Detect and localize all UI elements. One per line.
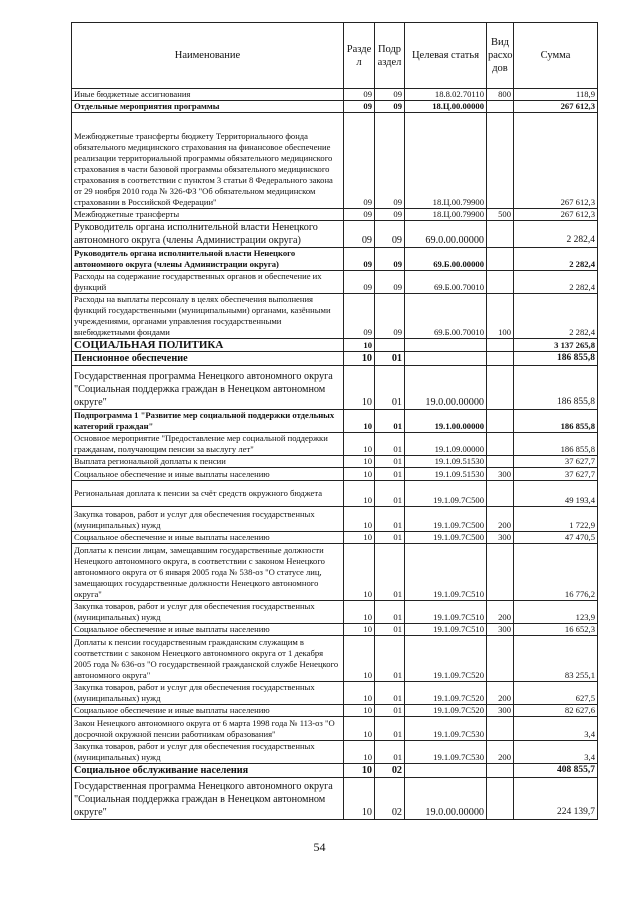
row-subsection: 01 — [375, 481, 405, 507]
table-row — [72, 113, 598, 209]
row-sum: 186 855,8 — [514, 410, 598, 433]
row-sum: 224 139,7 — [514, 778, 598, 820]
row-section: 10 — [344, 352, 375, 366]
row-target — [405, 352, 487, 366]
row-target: 19.1.09.7С510 — [405, 544, 487, 601]
row-name: Расходы на содержание государственных органов и обеспечение их функций — [72, 271, 344, 294]
row-sum: 2 282,4 — [514, 248, 598, 271]
row-name: Закупка товаров, работ и услуг для обеспечения государственных (муниципальных) нужд — [72, 682, 344, 705]
row-target: 19.1.09.7С510 — [405, 601, 487, 624]
row-section: 09 — [344, 89, 375, 101]
row-target: 19.1.09.7С530 — [405, 741, 487, 764]
row-sum: 3,4 — [514, 717, 598, 741]
col-header-name: Наименование — [72, 23, 344, 89]
table-row — [72, 778, 598, 820]
row-name: Основное мероприятие "Предоставление мер социальной поддержки гражданам, получающим пенсии за выслугу лет" — [72, 433, 344, 456]
row-exp-type: 200 — [487, 507, 514, 532]
col-header-exp-type: Вид расхо дов — [487, 23, 514, 89]
budget-table — [71, 22, 598, 820]
table-row — [72, 101, 598, 113]
row-section: 10 — [344, 636, 375, 682]
table-row — [72, 410, 598, 433]
row-exp-type — [487, 113, 514, 209]
row-section: 10 — [344, 741, 375, 764]
row-section: 10 — [344, 682, 375, 705]
row-sum: 83 255,1 — [514, 636, 598, 682]
row-target: 19.1.09.7С520 — [405, 682, 487, 705]
row-subsection: 01 — [375, 624, 405, 636]
row-target: 69.Б.00.70010 — [405, 294, 487, 339]
table-row — [72, 221, 598, 248]
row-subsection: 09 — [375, 271, 405, 294]
table-row — [72, 507, 598, 532]
row-exp-type: 100 — [487, 294, 514, 339]
row-name: Социальное обеспечение и иные выплаты населению — [72, 705, 344, 717]
row-target: 19.1.09.7С500 — [405, 507, 487, 532]
row-exp-type — [487, 410, 514, 433]
row-exp-type: 300 — [487, 468, 514, 481]
row-exp-type — [487, 636, 514, 682]
table-header — [72, 23, 598, 89]
row-subsection: 09 — [375, 101, 405, 113]
row-name: Иные бюджетные ассигнования — [72, 89, 344, 101]
table-row — [72, 705, 598, 717]
row-sum: 47 470,5 — [514, 532, 598, 544]
row-target: 19.1.09.7С500 — [405, 532, 487, 544]
row-subsection: 01 — [375, 601, 405, 624]
row-exp-type — [487, 248, 514, 271]
row-name: Руководитель органа исполнительной власти Ненецкого автономного округа (члены Администрации округа) — [72, 221, 344, 248]
row-section: 10 — [344, 366, 375, 410]
row-name: Социальное обслуживание населения — [72, 764, 344, 778]
row-name: Пенсионное обеспечение — [72, 352, 344, 366]
row-sum: 186 855,8 — [514, 433, 598, 456]
row-section: 10 — [344, 778, 375, 820]
row-name: Закупка товаров, работ и услуг для обеспечения государственных (муниципальных) нужд — [72, 601, 344, 624]
row-name: Социальное обеспечение и иные выплаты населению — [72, 532, 344, 544]
row-target: 69.Б.00.70010 — [405, 271, 487, 294]
row-exp-type — [487, 221, 514, 248]
row-subsection: 01 — [375, 366, 405, 410]
page-number: 54 — [313, 840, 326, 854]
row-name: Межбюджетные трансферты бюджету Территориального фонда обязательного медицинского страхования на финансовое обеспечение реализации территориальной программы обязательного медицинского страхования в части базовой программы обязательного медицинского страхования в соответствии с пунктом 3 статьи 8 Федерального закона от 29 ноября 2010 года № 326-ФЗ "Об обязательном медицинском страховании в Российской Федерации" — [72, 113, 344, 209]
table-row — [72, 532, 598, 544]
row-sum: 186 855,8 — [514, 366, 598, 410]
row-target: 19.1.09.51530 — [405, 468, 487, 481]
row-section: 10 — [344, 624, 375, 636]
row-target: 19.1.09.7С520 — [405, 705, 487, 717]
row-subsection: 01 — [375, 544, 405, 601]
row-name: Региональная доплата к пенсии за счёт средств окружного бюджета — [72, 481, 344, 507]
row-exp-type — [487, 271, 514, 294]
row-subsection: 09 — [375, 209, 405, 221]
row-name: Выплата региональной доплаты к пенсии — [72, 456, 344, 468]
row-target: 19.1.09.00000 — [405, 433, 487, 456]
table-row — [72, 366, 598, 410]
table-row — [72, 271, 598, 294]
row-subsection: 01 — [375, 705, 405, 717]
row-target: 19.1.00.00000 — [405, 410, 487, 433]
row-exp-type — [487, 101, 514, 113]
row-section: 09 — [344, 113, 375, 209]
row-sum: 186 855,8 — [514, 352, 598, 366]
row-target: 19.1.09.7С510 — [405, 624, 487, 636]
row-exp-type: 200 — [487, 601, 514, 624]
row-exp-type — [487, 764, 514, 778]
table-row — [72, 717, 598, 741]
table-row — [72, 456, 598, 468]
row-sum: 267 612,3 — [514, 113, 598, 209]
row-sum: 82 627,6 — [514, 705, 598, 717]
row-target: 19.1.09.7С530 — [405, 717, 487, 741]
row-sum: 2 282,4 — [514, 294, 598, 339]
row-exp-type — [487, 352, 514, 366]
row-sum: 1 722,9 — [514, 507, 598, 532]
row-section: 09 — [344, 248, 375, 271]
row-name: Межбюджетные трансферты — [72, 209, 344, 221]
row-subsection: 01 — [375, 636, 405, 682]
table-row — [72, 601, 598, 624]
col-header-sum: Сумма — [514, 23, 598, 89]
row-section: 10 — [344, 764, 375, 778]
row-exp-type: 300 — [487, 705, 514, 717]
row-target — [405, 339, 487, 352]
row-subsection: 09 — [375, 294, 405, 339]
table-row — [72, 294, 598, 339]
row-name: Закупка товаров, работ и услуг для обеспечения государственных (муниципальных) нужд — [72, 507, 344, 532]
row-section: 10 — [344, 410, 375, 433]
row-exp-type — [487, 544, 514, 601]
row-name: Доплаты к пенсии государственным гражданским служащим в соответствии с законом Ненецкого автономного округа от 1 декабря 2005 года № 636-оз "О государственной гражданской службе Ненецкого автономного округа" — [72, 636, 344, 682]
row-name: Социальное обеспечение и иные выплаты населению — [72, 624, 344, 636]
row-subsection: 02 — [375, 778, 405, 820]
row-sum: 3 137 265,8 — [514, 339, 598, 352]
table-row — [72, 89, 598, 101]
row-section: 09 — [344, 101, 375, 113]
row-sum: 2 282,4 — [514, 271, 598, 294]
row-exp-type: 200 — [487, 682, 514, 705]
row-exp-type — [487, 481, 514, 507]
budget-table-container — [71, 22, 598, 820]
row-target: 19.1.09.7С500 — [405, 481, 487, 507]
row-exp-type: 300 — [487, 532, 514, 544]
table-row — [72, 682, 598, 705]
row-exp-type: 200 — [487, 741, 514, 764]
row-subsection: 09 — [375, 248, 405, 271]
row-section: 10 — [344, 468, 375, 481]
table-row — [72, 339, 598, 352]
row-name: Подпрограмма 1 "Развитие мер социальной поддержки отдельных категорий граждан" — [72, 410, 344, 433]
row-target: 18.8.02.70110 — [405, 89, 487, 101]
row-section: 09 — [344, 294, 375, 339]
row-section: 10 — [344, 601, 375, 624]
row-section: 10 — [344, 705, 375, 717]
row-section: 10 — [344, 456, 375, 468]
row-name: Расходы на выплаты персоналу в целях обеспечения выполнения функций государственными (муниципальными) органами, казёнными учреждениями, органами управления государственными внебюджетными фондами — [72, 294, 344, 339]
row-target: 69.Б.00.00000 — [405, 248, 487, 271]
table-row — [72, 741, 598, 764]
row-section: 09 — [344, 271, 375, 294]
row-name: Государственная программа Ненецкого автономного округа "Социальная поддержка граждан в Ненецком автономном округе" — [72, 778, 344, 820]
row-exp-type — [487, 366, 514, 410]
row-section: 10 — [344, 507, 375, 532]
col-header-subsection: Подр аздел — [375, 23, 405, 89]
table-row — [72, 352, 598, 366]
row-name: Социальное обеспечение и иные выплаты населению — [72, 468, 344, 481]
row-exp-type: 500 — [487, 209, 514, 221]
row-target: 19.0.00.00000 — [405, 778, 487, 820]
row-target: 18.Ц.00.00000 — [405, 101, 487, 113]
row-target: 18.Ц.00.79900 — [405, 113, 487, 209]
row-sum: 2 282,4 — [514, 221, 598, 248]
table-row — [72, 481, 598, 507]
row-exp-type — [487, 717, 514, 741]
row-sum: 118,9 — [514, 89, 598, 101]
row-subsection: 01 — [375, 352, 405, 366]
row-sum: 37 627,7 — [514, 468, 598, 481]
row-exp-type — [487, 433, 514, 456]
col-header-section: Разде л — [344, 23, 375, 89]
row-subsection: 01 — [375, 456, 405, 468]
row-sum: 49 193,4 — [514, 481, 598, 507]
row-name: Закупка товаров, работ и услуг для обеспечения государственных (муниципальных) нужд — [72, 741, 344, 764]
table-row — [72, 544, 598, 601]
row-subsection: 01 — [375, 433, 405, 456]
row-subsection: 09 — [375, 221, 405, 248]
row-subsection — [375, 339, 405, 352]
row-section: 10 — [344, 544, 375, 601]
row-subsection: 01 — [375, 717, 405, 741]
row-target: 69.0.00.00000 — [405, 221, 487, 248]
row-subsection: 09 — [375, 89, 405, 101]
row-target: 19.1.09.51530 — [405, 456, 487, 468]
row-name: Руководитель органа исполнительной власти Ненецкого автономного округа (члены Администрации округа) — [72, 248, 344, 271]
row-sum: 37 627,7 — [514, 456, 598, 468]
table-row — [72, 636, 598, 682]
row-sum: 16 776,2 — [514, 544, 598, 601]
row-sum: 627,5 — [514, 682, 598, 705]
col-header-target: Целевая статья — [405, 23, 487, 89]
row-section: 10 — [344, 717, 375, 741]
row-subsection: 02 — [375, 764, 405, 778]
row-name: Закон Ненецкого автономного округа от 6 марта 1998 года № 113-оз "О досрочной окружной пенсии работникам образования" — [72, 717, 344, 741]
row-section: 10 — [344, 481, 375, 507]
row-target: 19.1.09.7С520 — [405, 636, 487, 682]
row-target — [405, 764, 487, 778]
row-name: Отдельные мероприятия программы — [72, 101, 344, 113]
row-subsection: 01 — [375, 682, 405, 705]
row-exp-type — [487, 456, 514, 468]
table-row — [72, 624, 598, 636]
row-sum: 3,4 — [514, 741, 598, 764]
row-exp-type — [487, 339, 514, 352]
row-exp-type: 300 — [487, 624, 514, 636]
row-name: СОЦИАЛЬНАЯ ПОЛИТИКА — [72, 339, 344, 352]
row-exp-type — [487, 778, 514, 820]
row-sum: 16 652,3 — [514, 624, 598, 636]
row-name: Государственная программа Ненецкого автономного округа "Социальная поддержка граждан в Ненецком автономном округе" — [72, 366, 344, 410]
row-subsection: 01 — [375, 507, 405, 532]
row-section: 09 — [344, 209, 375, 221]
table-row — [72, 433, 598, 456]
row-section: 10 — [344, 532, 375, 544]
row-target: 18.Ц.00.79900 — [405, 209, 487, 221]
row-section: 09 — [344, 221, 375, 248]
row-sum: 267 612,3 — [514, 101, 598, 113]
row-section: 10 — [344, 339, 375, 352]
row-subsection: 01 — [375, 410, 405, 433]
row-sum: 267 612,3 — [514, 209, 598, 221]
table-body — [72, 89, 598, 820]
row-sum: 123,9 — [514, 601, 598, 624]
table-row — [72, 248, 598, 271]
row-subsection: 09 — [375, 113, 405, 209]
row-name: Доплаты к пенсии лицам, замещавшим государственные должности Ненецкого автономного округа, в соответствии с законом Ненецкого автономного округа от 6 января 2005 года № 538-оз "О статусе лиц, замещающих государственные должности Ненецкого автономного округа" — [72, 544, 344, 601]
table-row — [72, 468, 598, 481]
row-subsection: 01 — [375, 741, 405, 764]
row-sum: 408 855,7 — [514, 764, 598, 778]
row-target: 19.0.00.00000 — [405, 366, 487, 410]
row-subsection: 01 — [375, 468, 405, 481]
table-row — [72, 209, 598, 221]
row-section: 10 — [344, 433, 375, 456]
row-subsection: 01 — [375, 532, 405, 544]
table-row — [72, 764, 598, 778]
row-exp-type: 800 — [487, 89, 514, 101]
